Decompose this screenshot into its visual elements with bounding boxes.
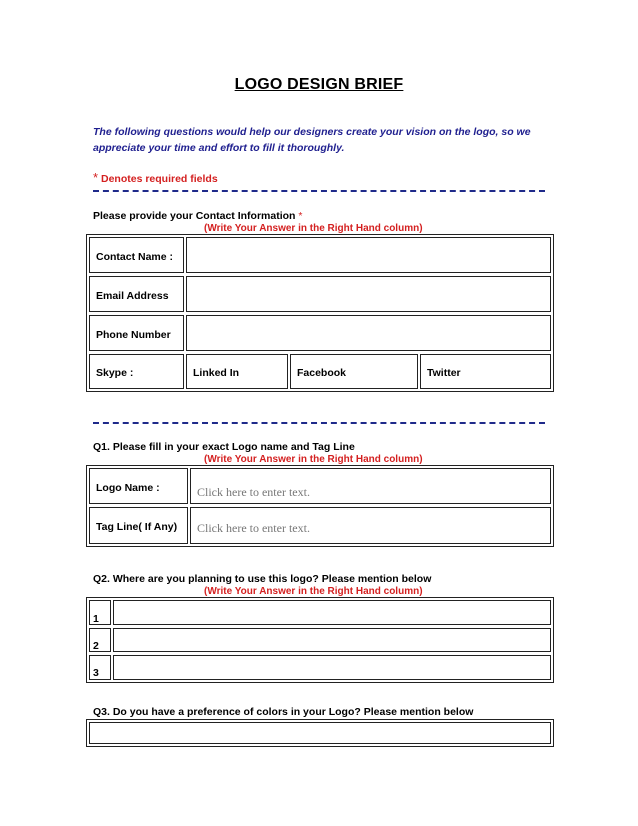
linkedin-cell[interactable] [186,354,288,389]
q2-hint: (Write Your Answer in the Right Hand column) [204,586,423,597]
q1-hint: (Write Your Answer in the Right Hand column) [204,454,423,465]
contact-name-label: Contact Name : [96,251,174,263]
required-note-text: Denotes required fields [100,173,218,185]
tagline-label: Tag Line( If Any) [96,521,178,533]
phone-label: Phone Number [96,329,171,341]
email-input[interactable] [186,276,551,312]
twitter-label: Twitter [427,367,461,379]
required-star: * [298,210,303,222]
phone-input[interactable] [186,315,551,351]
q2-answer-input-2[interactable] [113,628,551,652]
logo-name-label-cell [89,468,188,504]
required-star: * [93,170,99,185]
email-label-cell [89,276,184,312]
q2-answer-input-3[interactable] [113,655,551,680]
q2-label: Q2. Where are you planning to use this logo? Please mention below [93,573,432,585]
tagline-label-cell [89,507,188,544]
intro-text: The following questions would help our designers create your vision on the logo, so we appreciate your time and effort to fill it thoroughly. [93,126,531,154]
logo-name-input[interactable] [190,468,551,504]
phone-label-cell [89,315,184,351]
q2-answer-input-1[interactable] [113,600,551,625]
twitter-cell[interactable] [420,354,551,389]
logo-name-placeholder: Click here to enter text. [197,485,310,499]
q3-label: Q3. Do you have a preference of colors in your Logo? Please mention below [93,706,474,718]
contact-hint: (Write Your Answer in the Right Hand column) [204,223,423,234]
email-label: Email Address [96,290,169,302]
q2-number: 2 [93,640,99,652]
logo-name-label: Logo Name : [96,482,160,494]
contact-label-text: Please provide your Contact Information [93,210,296,222]
q2-number-cell [89,628,111,652]
skype-label: Skype : [96,367,134,379]
q2-number-cell [89,600,111,625]
required-fields-note [93,170,218,185]
tagline-placeholder: Click here to enter text. [197,521,310,535]
contact-table [86,234,554,392]
q3-answer-input[interactable] [89,722,551,744]
q2-table [86,597,554,683]
q2-number: 1 [93,613,99,625]
q2-number-cell [89,655,111,680]
q1-table [86,465,554,547]
q1-label: Q1. Please fill in your exact Logo name and Tag Line [93,441,355,453]
facebook-label: Facebook [297,367,347,379]
page-title: LOGO DESIGN BRIEF [234,76,404,93]
facebook-cell[interactable] [290,354,418,389]
contact-name-input[interactable] [186,237,551,273]
contact-section-label [93,210,302,222]
q2-number: 3 [93,667,99,679]
contact-name-label-cell [89,237,184,273]
dashed-divider [93,422,545,424]
dashed-divider [93,190,545,192]
q3-table [86,719,554,747]
skype-cell[interactable] [89,354,184,389]
linkedin-label: Linked In [193,367,240,379]
tagline-input[interactable] [190,507,551,544]
